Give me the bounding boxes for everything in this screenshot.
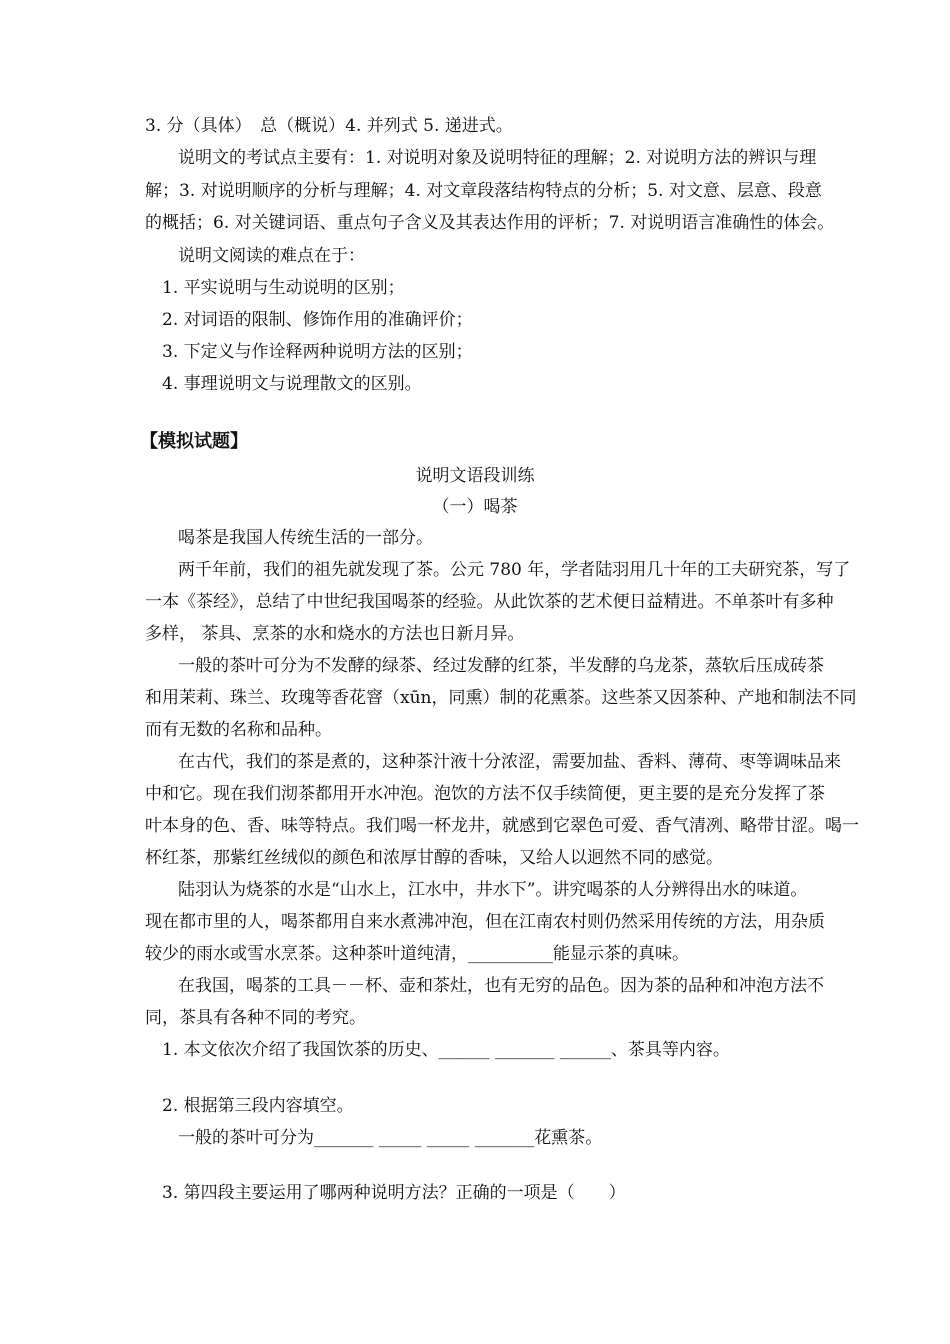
passage-p2-line-2: 一本《茶经》，总结了中世纪我国喝茶的经验。从此饮茶的艺术便日益精进。不单茶叶有多种	[145, 592, 834, 612]
difficulty-item-1: 1. 平实说明与生动说明的区别；	[162, 278, 405, 298]
section-heading: 【模拟试题】	[140, 431, 248, 452]
difficulty-item-4: 4. 事理说明文与说理散文的区别。	[162, 374, 422, 394]
passage-p2-line-1: 两千年前，我们的祖先就发现了茶。公元 780 年，学者陆羽用几十年的工夫研究茶，写了	[178, 560, 851, 580]
passage-p6-line-1: 在我国，喝茶的工具－－杯、壶和茶灶，也有无穷的品色。因为茶的品种和冲泡方法不	[178, 976, 824, 996]
passage-p5-line-2: 现在都市里的人，喝茶都用自来水煮沸冲泡，但在江南农村则仍然采用传统的方法，用杂质	[145, 912, 825, 932]
exam-points-line-3: 的概括；6. 对关键词语、重点句子含义及其表达作用的评析；7. 对说明语言准确性的体会。	[145, 213, 835, 233]
passage-p3-line-2: 和用茉莉、珠兰、玫瑰等香花窨（xūn，同熏）制的花熏茶。这些茶又因茶种、产地和制法不同	[145, 688, 857, 708]
passage-p1-line-1: 喝茶是我国人传统生活的一部分。	[178, 528, 433, 548]
question-3: 3. 第四段主要运用了哪两种说明方法？正确的一项是（ ）	[162, 1183, 626, 1203]
exam-points-line-2: 解；3. 对说明顺序的分析与理解；4. 对文章段落结构特点的分析；5. 对文意、层意、段意	[145, 181, 822, 201]
passage-p5-line-1: 陆羽认为烧茶的水是“山水上，江水中，井水下”。讲究喝茶的人分辨得出水的味道。	[178, 880, 808, 900]
difficulty-item-2: 2. 对词语的限制、修饰作用的准确评价；	[162, 310, 473, 330]
exam-points-line-1: 说明文的考试点主要有：1. 对说明对象及说明特征的理解；2. 对说明方法的辨识与理	[178, 148, 817, 168]
passage-p3-line-3: 而有无数的名称和品种。	[145, 720, 332, 740]
question-2-fill: 一般的茶叶可分为_______ _____ _____ _______花熏茶。	[178, 1128, 603, 1148]
section-subtitle: （一）喝茶	[432, 497, 518, 517]
passage-p4-line-1: 在古代，我们的茶是煮的，这种茶汁液十分浓涩，需要加盐、香料、薄荷、枣等调味品来	[178, 752, 841, 772]
passage-p4-line-2: 中和它。现在我们沏茶都用开水冲泡。泡饮的方法不仅手续简便，更主要的是充分发挥了茶	[145, 784, 825, 804]
passage-p5-line-3: 较少的雨水或雪水烹茶。这种茶叶道纯清，__________能显示茶的真味。	[145, 944, 689, 964]
passage-p3-line-1: 一般的茶叶可分为不发酵的绿茶、经过发酵的红茶，半发酵的乌龙茶，蒸软后压成砖茶	[178, 656, 824, 676]
passage-p2-line-3: 多样， 茶具、烹茶的水和烧水的方法也日新月异。	[145, 624, 525, 644]
passage-p4-line-4: 杯红茶，那紫红丝绒似的颜色和浓厚甘醇的香味，又给人以迥然不同的感觉。	[145, 848, 723, 868]
section-title: 说明文语段训练	[415, 466, 535, 486]
passage-p4-line-3: 叶本身的色、香、味等特点。我们喝一杯龙井，就感到它翠色可爱、香气清冽、略带甘涩。喝一	[145, 816, 859, 836]
question-1: 1. 本文依次介绍了我国饮茶的历史、______ _______ ______、茶具等内容。	[162, 1040, 730, 1060]
structure-line: 3. 分（具体） 总（概说）4. 并列式 5. 递进式。	[145, 116, 513, 136]
difficulty-item-3: 3. 下定义与作诠释两种说明方法的区别；	[162, 342, 473, 362]
passage-p6-line-2: 同，茶具有各种不同的考究。	[145, 1008, 366, 1028]
question-2: 2. 根据第三段内容填空。	[162, 1096, 354, 1116]
difficulty-intro: 说明文阅读的难点在于：	[178, 246, 365, 266]
